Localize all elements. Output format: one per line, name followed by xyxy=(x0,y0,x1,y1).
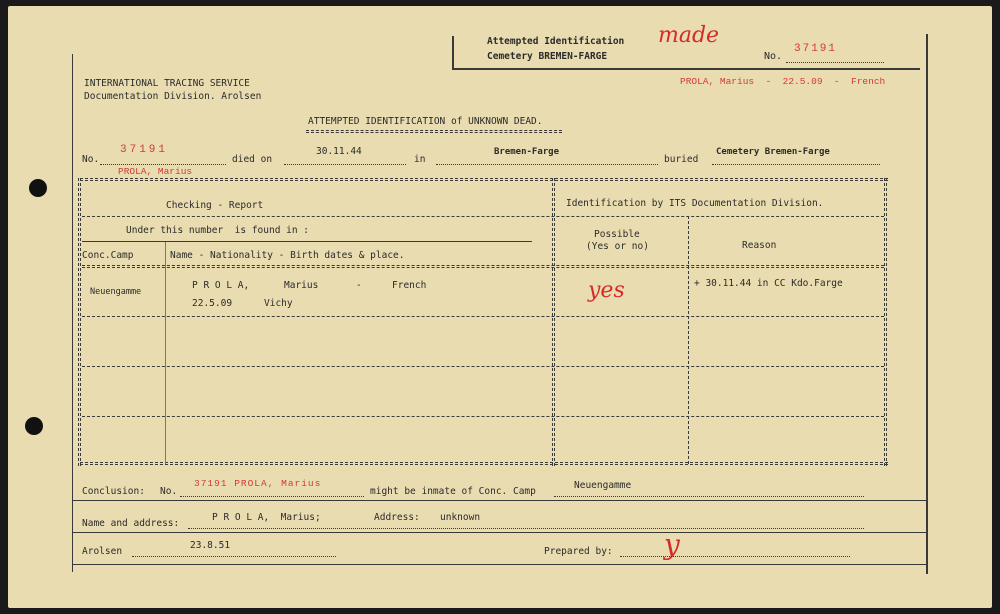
conclusion-no-dots xyxy=(180,496,364,497)
footer-date-dots xyxy=(132,556,336,557)
name-address-name: P R O L A, Marius; xyxy=(212,512,321,523)
table-right-border xyxy=(884,178,887,466)
conclusion-line xyxy=(72,500,928,501)
stamp-no-value: 37191 xyxy=(794,43,838,55)
col-name-header: Name - Nationality - Birth dates & place. xyxy=(170,250,405,261)
footer-place: Arolsen xyxy=(82,546,123,557)
stamp-left-border xyxy=(452,36,454,70)
punch-hole-top xyxy=(29,179,47,197)
address-value: unknown xyxy=(440,512,481,523)
row-divider-3 xyxy=(82,416,884,417)
record-no-label: No. xyxy=(82,154,100,165)
table-mid-divider xyxy=(552,178,555,466)
row1-name: P R O L A, xyxy=(192,280,250,291)
died-on-dots xyxy=(284,164,406,165)
col-camp-header: Conc.Camp xyxy=(82,250,134,261)
checking-report-header: Checking - Report xyxy=(166,200,264,211)
buried-dots xyxy=(712,164,880,165)
stamp-bottom-border xyxy=(452,68,920,70)
table-reason-divider xyxy=(688,216,689,464)
card-left-border xyxy=(72,54,73,572)
in-label: in xyxy=(414,154,426,165)
prepared-signature: y xyxy=(664,528,680,561)
buried-value: Cemetery Bremen-Farge xyxy=(716,147,830,157)
footer-line xyxy=(72,564,928,565)
conclusion-no-label: No. xyxy=(160,486,178,497)
col-reason-header: Reason xyxy=(742,240,777,251)
stamp-line1: Attempted Identification xyxy=(487,36,625,47)
under-number-text: Under this number is found in : xyxy=(126,225,310,236)
stamp-no-label: No. xyxy=(764,51,783,62)
prepared-dots xyxy=(620,556,850,557)
card-right-border xyxy=(926,34,928,574)
header-divider xyxy=(82,216,884,217)
row1-nationality: French xyxy=(392,280,427,291)
stamp-line2: Cemetery BREMEN-FARGE xyxy=(487,51,608,62)
name-address-dots xyxy=(188,528,864,529)
address-label: Address: xyxy=(374,512,420,523)
row1-place: Vichy xyxy=(264,298,293,309)
row1-dash: - xyxy=(356,280,362,291)
conclusion-camp-dots xyxy=(554,496,864,497)
record-no-value: 37191 xyxy=(120,144,169,156)
table-left-border xyxy=(78,178,81,466)
stamp-handwritten: made xyxy=(658,23,720,48)
org-line1: INTERNATIONAL TRACING SERVICE xyxy=(84,78,250,89)
row1-possible: yes xyxy=(588,278,625,303)
index-card xyxy=(8,6,992,608)
row1-birth: 22.5.09 xyxy=(192,298,233,309)
table-camp-divider xyxy=(165,242,166,464)
conclusion-no-value: 37191 PROLA, Marius xyxy=(194,478,322,489)
in-dots xyxy=(436,164,658,165)
org-line2: Documentation Division. Arolsen xyxy=(84,91,262,102)
stamp-no-dots xyxy=(786,62,884,63)
col-possible-header-1: Possible xyxy=(594,229,640,240)
name-address-line xyxy=(72,532,928,533)
row1-camp: Neuengamme xyxy=(90,287,142,297)
died-on-value: 30.11.44 xyxy=(316,146,362,157)
punch-hole-bottom xyxy=(25,417,43,435)
died-on-label: died on xyxy=(232,154,273,165)
table-top-border xyxy=(80,178,888,181)
table-bottom-border xyxy=(80,462,888,465)
page-title: ATTEMPTED IDENTIFICATION of UNKNOWN DEAD. xyxy=(308,116,543,127)
row-divider-1 xyxy=(82,316,884,317)
footer-date: 23.8.51 xyxy=(190,540,231,551)
top-right-name: PROLA, Marius - 22.5.09 - French xyxy=(680,76,886,87)
row1-first: Marius xyxy=(284,280,319,291)
in-value: Bremen-Farge xyxy=(494,147,560,157)
conclusion-camp: Neuengamme xyxy=(574,480,632,491)
identification-header: Identification by ITS Documentation Division. xyxy=(566,198,824,209)
record-name: PROLA, Marius xyxy=(118,166,193,177)
conclusion-mid: might be inmate of Conc. Camp xyxy=(370,486,536,497)
conclusion-label: Conclusion: xyxy=(82,486,145,497)
name-address-label: Name and address: xyxy=(82,518,180,529)
buried-label: buried xyxy=(664,154,699,165)
colheader-divider xyxy=(82,265,884,268)
prepared-label: Prepared by: xyxy=(544,546,613,557)
row1-reason: + 30.11.44 in CC Kdo.Farge xyxy=(694,278,843,289)
col-possible-header-2: (Yes or no) xyxy=(586,241,649,252)
title-underline xyxy=(306,130,562,133)
record-no-dots xyxy=(100,164,226,165)
subheader-line xyxy=(82,241,532,242)
row-divider-2 xyxy=(82,366,884,367)
